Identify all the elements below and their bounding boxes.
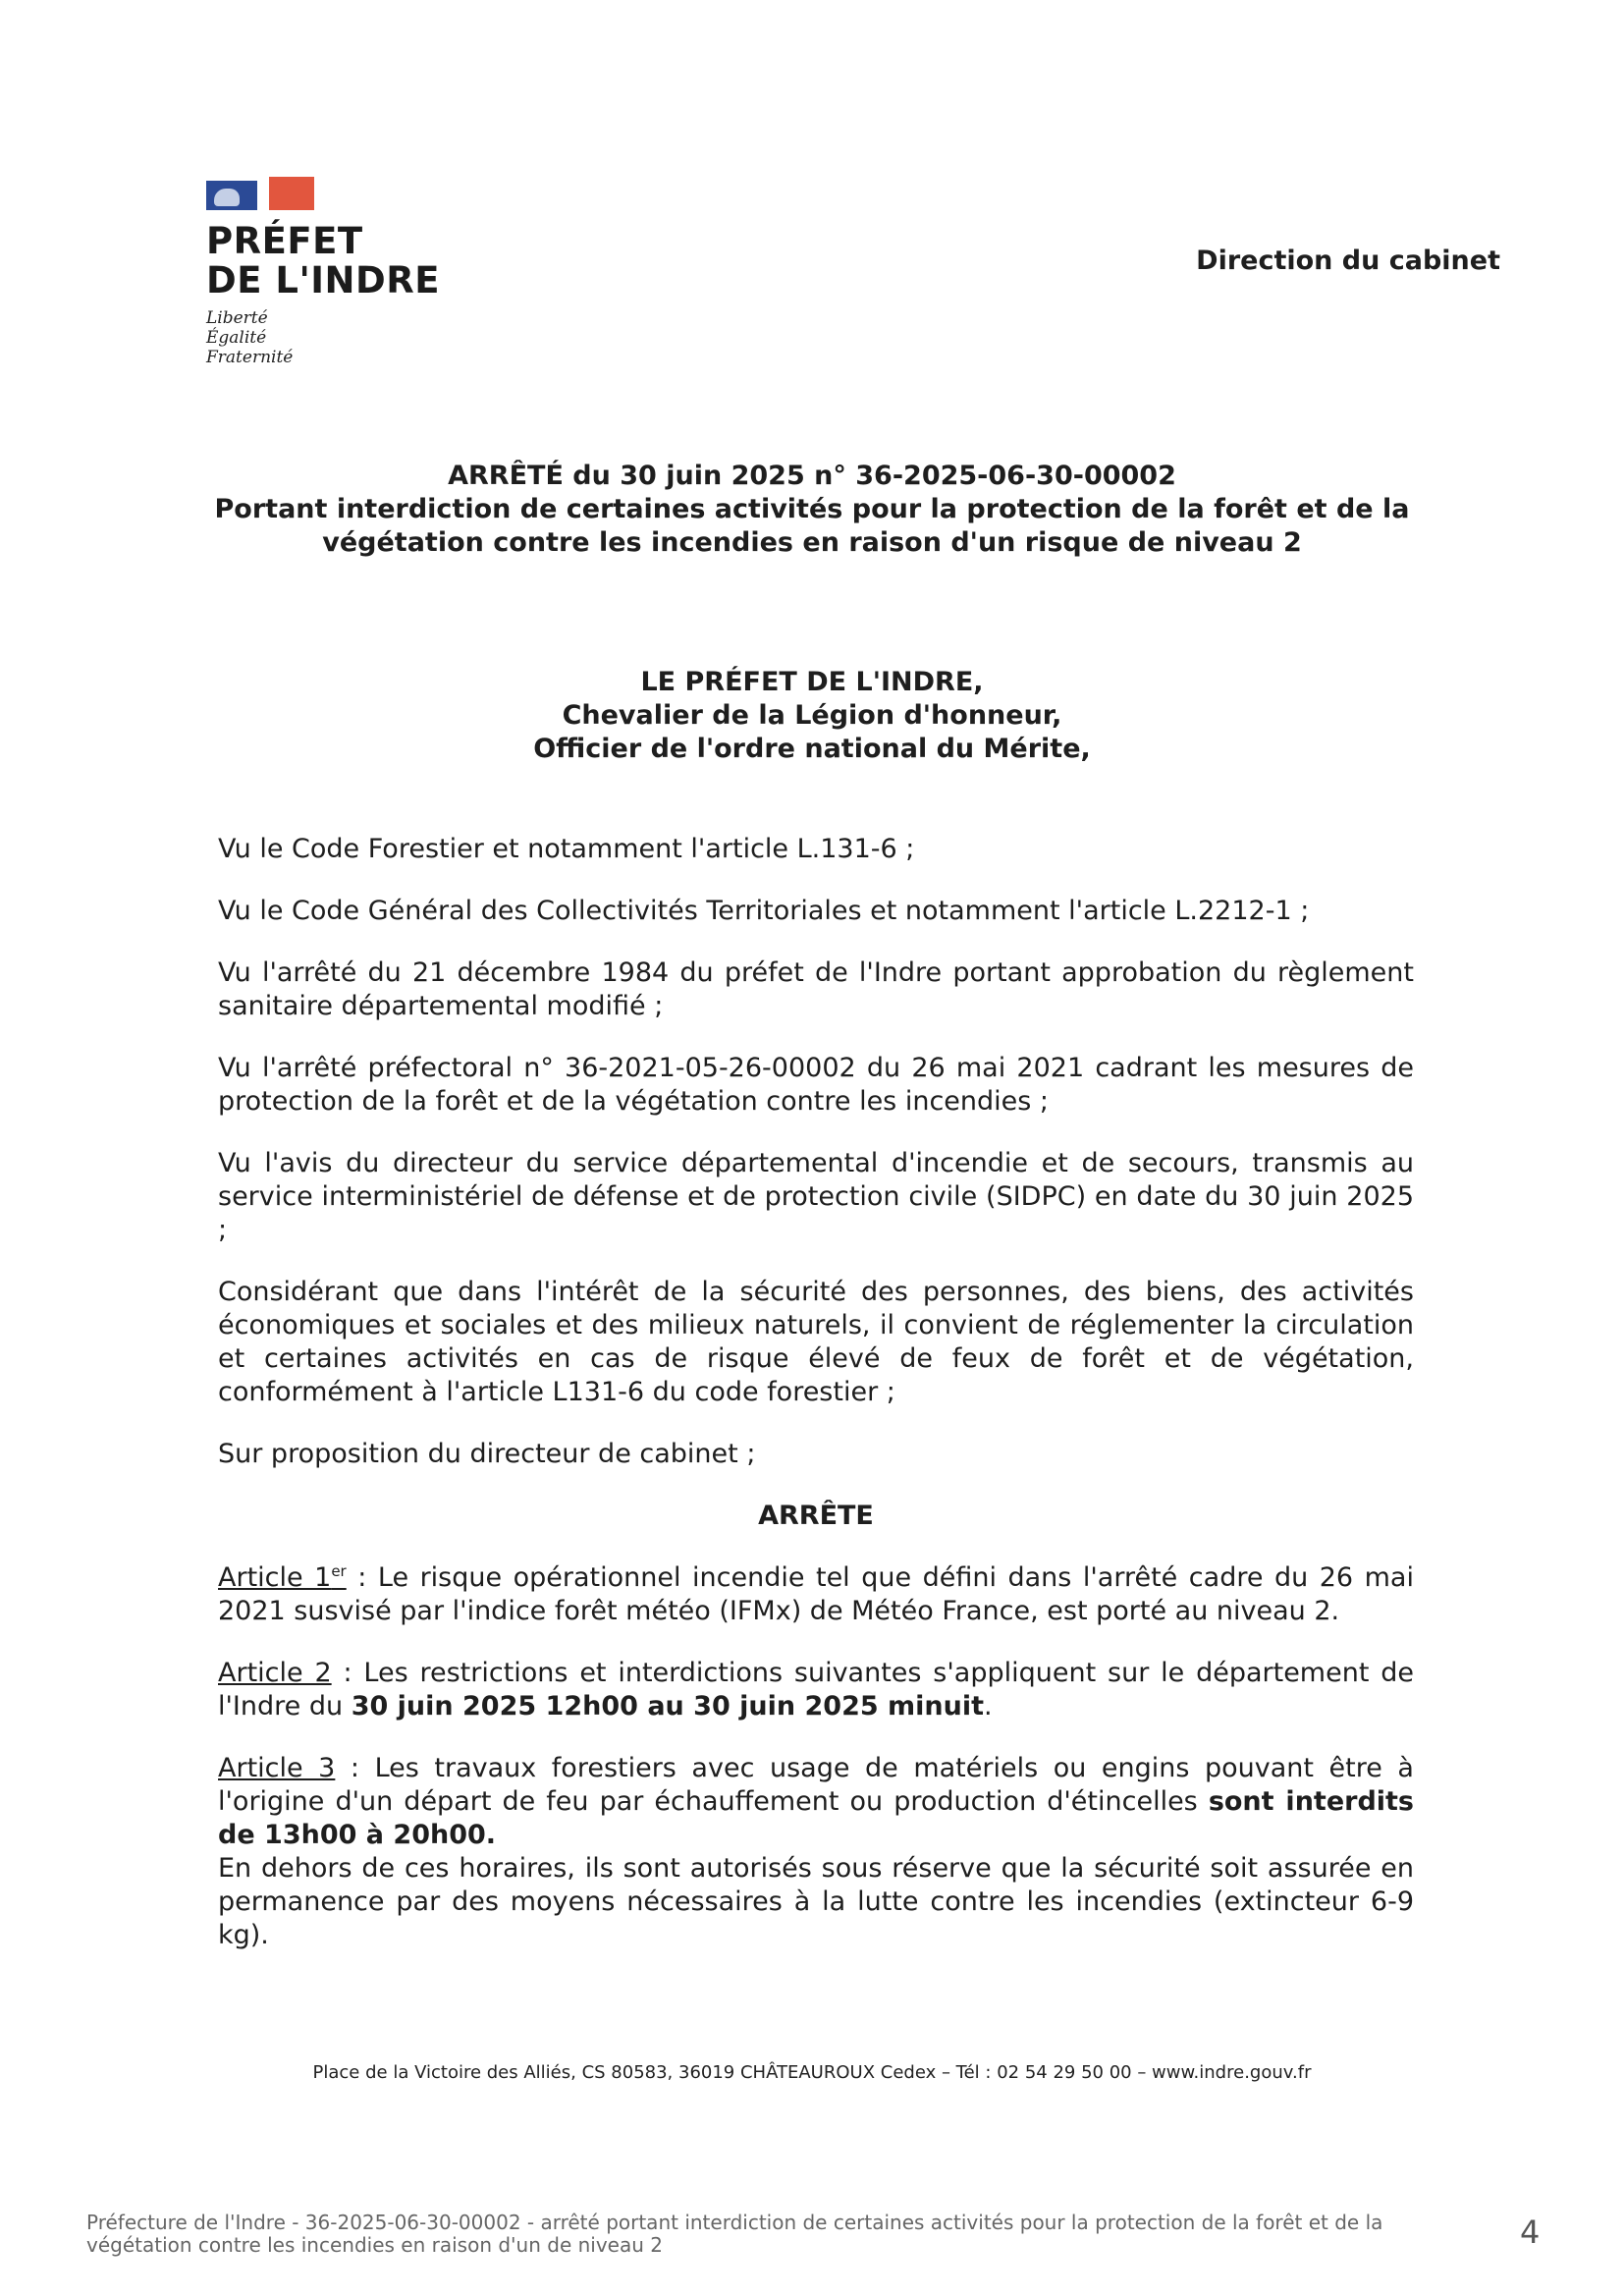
marianne-flag-icon xyxy=(206,177,316,212)
arrete-title-line3: végétation contre les incendies en raison d'un risque de niveau 2 xyxy=(322,527,1302,558)
footer-line2: végétation contre les incendies en raison d'un de niveau 2 xyxy=(86,2233,663,2257)
motto-fraternite: Fraternité xyxy=(206,348,294,367)
article-3-label: Article 3 xyxy=(218,1753,336,1783)
consideration-item: Vu le Code Général des Collectivités Territoriales et notamment l'article L.2212-1 ; xyxy=(218,896,1310,926)
article-2 xyxy=(218,1657,1414,1723)
logo-title xyxy=(206,222,461,301)
article-3 xyxy=(218,1752,1414,1852)
arrete-title xyxy=(0,460,1624,560)
consideration-item: Vu l'arrêté du 21 décembre 1984 du préfet de l'Indre portant approbation du règlement sanitaire départemental modifié ; xyxy=(218,957,1414,1021)
logo-title-line1: PRÉFET xyxy=(206,220,363,262)
consideration-item: Vu l'arrêté préfectoral n° 36-2021-05-26-00002 du 26 mai 2021 cadrant les mesures de protection de la forêt et de la végétation contre les incendies ; xyxy=(218,1053,1414,1117)
prefecture-logo xyxy=(206,177,461,367)
article-2-end: . xyxy=(984,1691,993,1722)
motto-egalite: Égalité xyxy=(206,328,267,348)
consideration-item: Sur proposition du directeur de cabinet ; xyxy=(218,1439,756,1469)
prefet-line1: LE PRÉFET DE L'INDRE, xyxy=(640,667,984,697)
arrete-title-line2: Portant interdiction de certaines activités pour la protection de la forêt et de la xyxy=(214,494,1410,524)
arrete-title-line1: ARRÊTÉ du 30 juin 2025 n° 36-2025-06-30-00002 xyxy=(448,461,1176,491)
consideration-item: Vu le Code Forestier et notamment l'article L.131-6 ; xyxy=(218,834,915,864)
logo-title-line2: DE L'INDRE xyxy=(206,259,440,301)
document-body xyxy=(218,833,1414,1981)
consideration-item: Vu l'avis du directeur du service départemental d'incendie et de secours, transmis au service interministériel de défense et de protection civile (SIDPC) en date du 30 juin 2025 ; xyxy=(218,1148,1414,1245)
prefecture-address: Place de la Victoire des Alliés, CS 80583, 36019 CHÂTEAUROUX Cedex – Tél : 02 54 29 50 00 – www.indre.gouv.fr xyxy=(312,2062,1312,2083)
article-2-text: : Les restrictions et interdictions suivantes s'appliquent sur le département de l'Indre du xyxy=(218,1658,1414,1722)
direction-label: Direction du cabinet xyxy=(1196,246,1500,276)
article-1-label xyxy=(218,1562,347,1593)
article-1-sup: er xyxy=(331,1562,347,1580)
footer-line1: Préfecture de l'Indre - 36-2025-06-30-00002 - arrêté portant interdiction de certaines activités pour la protection de la forêt et de la xyxy=(86,2211,1383,2234)
republic-motto xyxy=(206,308,461,367)
article-3-continued: En dehors de ces horaires, ils sont autorisés sous réserve que la sécurité soit assurée en permanence par des moyens nécessaires à la lutte contre les incendies (extincteur 6-9 kg). xyxy=(218,1853,1414,1950)
prefet-line2: Chevalier de la Légion d'honneur, xyxy=(562,700,1062,731)
article-1-text: : Le risque opérationnel incendie tel que défini dans l'arrêté cadre du 26 mai 2021 susvisé par l'indice forêt météo (IFMx) de Météo France, est porté au niveau 2. xyxy=(218,1562,1414,1626)
prefet-block xyxy=(0,666,1624,766)
page-number: 4 xyxy=(1520,2214,1541,2251)
article-3-hours: sont interdits de 13h00 à 20h00. xyxy=(218,1786,1415,1850)
article-2-period: 30 juin 2025 12h00 au 30 juin 2025 minuit xyxy=(351,1691,985,1722)
prefet-line3: Officier de l'ordre national du Mérite, xyxy=(533,734,1091,764)
page-footer xyxy=(86,2212,1441,2257)
decision-heading: ARRÊTE xyxy=(758,1501,874,1531)
consideration-item: Considérant que dans l'intérêt de la sécurité des personnes, des biens, des activités économiques et sociales et des milieux naturels, il convient de réglementer la circulation et certaines activités en cas de risque élevé de feux de forêt et de végétation, conformément à l'article L131-6 du code forestier ; xyxy=(218,1277,1414,1407)
article-1-label-text: Article 1 xyxy=(218,1562,332,1593)
article-1 xyxy=(218,1561,1414,1628)
article-3-text: : Les travaux forestiers avec usage de matériels ou engins pouvant être à l'origine d'un départ de feu par échauffement ou production d'étincelles xyxy=(218,1753,1414,1817)
article-2-label: Article 2 xyxy=(218,1658,332,1688)
motto-liberte: Liberté xyxy=(206,308,268,328)
